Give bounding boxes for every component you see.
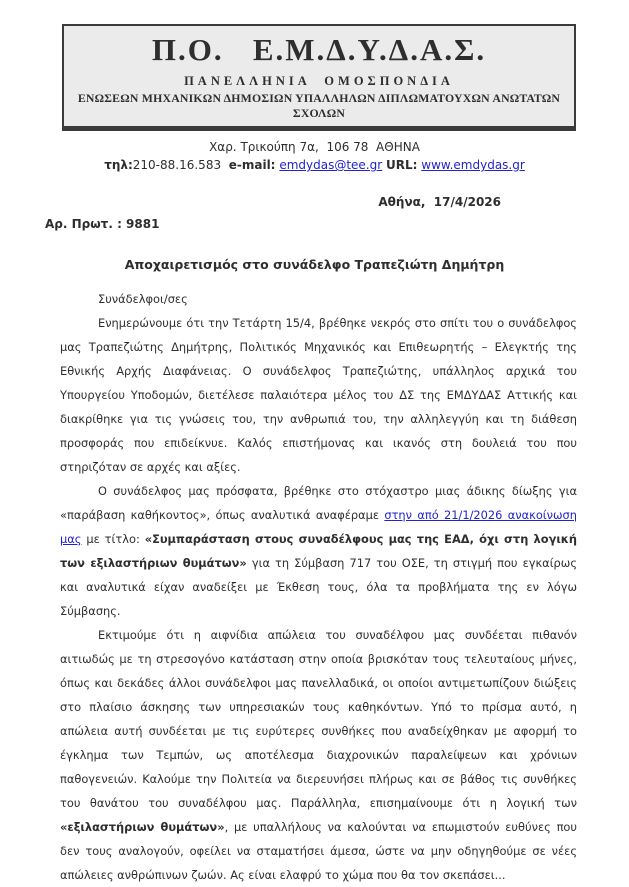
announcement-quoted-title: «Συμπαράσταση στους συναδέλφους μας της ΕΑΔ, όχι στη λογική των εξιλαστήριων θυμάτων» [60, 532, 577, 571]
paragraph-2-pre: Ο συνάδελφος μας πρόσφατα, βρέθηκε στο στόχαστρο μιας άδικης δίωξης για «παράβαση καθήκοντος», όπως αναλυτικά αναφέραμε [60, 484, 577, 523]
document-title: Αποχαιρετισμός στο συνάδελφο Τραπεζιώτη Δημήτρη [124, 257, 505, 273]
city-date: Αθήνα, 17/4/2026 [378, 195, 501, 210]
document-body [60, 287, 577, 887]
paragraph-2-post: για τη Σύμβαση 717 του ΟΣΕ, τη στιγμή που εγκαίρως και αναλυτικά είχαν αναδείξει με Έκθεση τους, όλα τα προβλήματα της εν λόγω Σύμβασης. [60, 556, 577, 619]
address-line: Χαρ. Τρικούπη 7α, 106 78 ΑΘΗΝΑ [209, 140, 420, 155]
paragraph-2 [60, 479, 577, 623]
unions-subtitle: ΕΝΩΣΕΩΝ ΜΗΧΑΝΙΚΩΝ ΔΗΜΟΣΙΩΝ ΥΠΑΛΛΗΛΩΝ ΔΙΠΛΩΜΑΤΟΥΧΩΝ ΑΝΩΤΑΤΩΝ ΣΧΟΛΩΝ [77, 91, 561, 121]
website-link[interactable]: www.emdydas.gr [421, 158, 525, 173]
protocol-number: Αρ. Πρωτ. : 9881 [45, 217, 160, 232]
phone-label: τηλ: [104, 158, 133, 173]
contact-line [0, 158, 629, 172]
email-link[interactable]: emdydas@tee.gr [279, 158, 383, 173]
paragraph-3 [60, 623, 577, 887]
paragraph-2-mid: με τίτλο: [81, 532, 145, 547]
salutation: Συνάδελφοι/σες [98, 292, 188, 307]
org-title: Π.Ο. Ε.Μ.Δ.Υ.Δ.Α.Σ. [151, 32, 487, 67]
paragraph-3-post: , με υπαλλήλους να καλούνται να επωμιστούν ευθύνες που δεν τους αναλογούν, οφείλει να σταματήσει άμεσα, ώστε να μην οδηγηθούμε σε νέες απώλειες ανθρώπινων ζωών. Ας είναι ελαφρύ το χώμα που θα τον σκεπάσει... [60, 820, 577, 883]
scapegoat-quote: «εξιλαστήριων θυμάτων» [60, 820, 225, 835]
paragraph-1-text: Ενημερώνουμε ότι την Τετάρτη 15/4, βρέθηκε νεκρός στο σπίτι του ο συνάδελφος μας Τραπεζιώτης Δημήτρης, Πολιτικός Μηχανικός και Επιθεωρητής – Ελεγκτής της Εθνικής Αρχής Διαφάνειας. Ο συνάδελφος Τραπεζιώτης, υπάλληλος αρχικά του Υπουργείου Υποδομών, διετέλεσε παλαιότερα μέλος του ΔΣ της ΕΜΔΥΔΑΣ Αττικής και διακρίθηκε για τις γνώσεις του, την ανθρωπιά του, την αλληλεγγύη και τη διάθεση προσφοράς που επιδείκνυε. Καλός επιστήμονας και ικανός στη δουλειά του που στηριζόταν σε αρχές και αξίες. [60, 316, 577, 475]
announcement-link[interactable]: στην από 21/1/2026 ανακοίνωση μας [60, 508, 577, 547]
paragraph-1 [60, 311, 577, 479]
phone-value: 210-88.16.583 [132, 158, 222, 173]
url-label: URL: [386, 158, 418, 173]
email-label: e-mail: [228, 158, 276, 173]
letterhead-box [62, 24, 576, 131]
paragraph-3-pre: Εκτιμούμε ότι η αιφνίδια απώλεια του συναδέλφου μας συνδέεται πιθανόν αιτιωδώς με τη στρεσογόνο κατάσταση στην οποία βρισκόταν τους τελευταίους μήνες, όπως και δεκάδες άλλοι συνάδελφοι μας πανελλαδικά, οι οποίοι αντιμετωπίζουν διώξεις στο πλαίσιο άσκησης των υπηρεσιακών τους καθηκόντων. Υπό το πρίσμα αυτό, η απώλεια αυτή συνδέεται με τις ευρύτερες συνθήκες που αναδείχθηκαν με αφορμή το έγκλημα των Τεμπών, ως αποτέλεσμα διαχρονικών παραλείψεων και χρόνιων παθογενειών. Καλούμε την Πολιτεία να διερευνήσει πλήρως και σε βάθος τις συνθήκες του θανάτου του συναδέλφου μας. Παράλληλα, επισημαίνουμε ότι η λογική των [60, 628, 577, 811]
federation-subtitle: ΠΑΝΕΛΛΗΝΙΑ ΟΜΟΣΠΟΝΔΙΑ [184, 74, 454, 89]
document-page [0, 24, 629, 883]
